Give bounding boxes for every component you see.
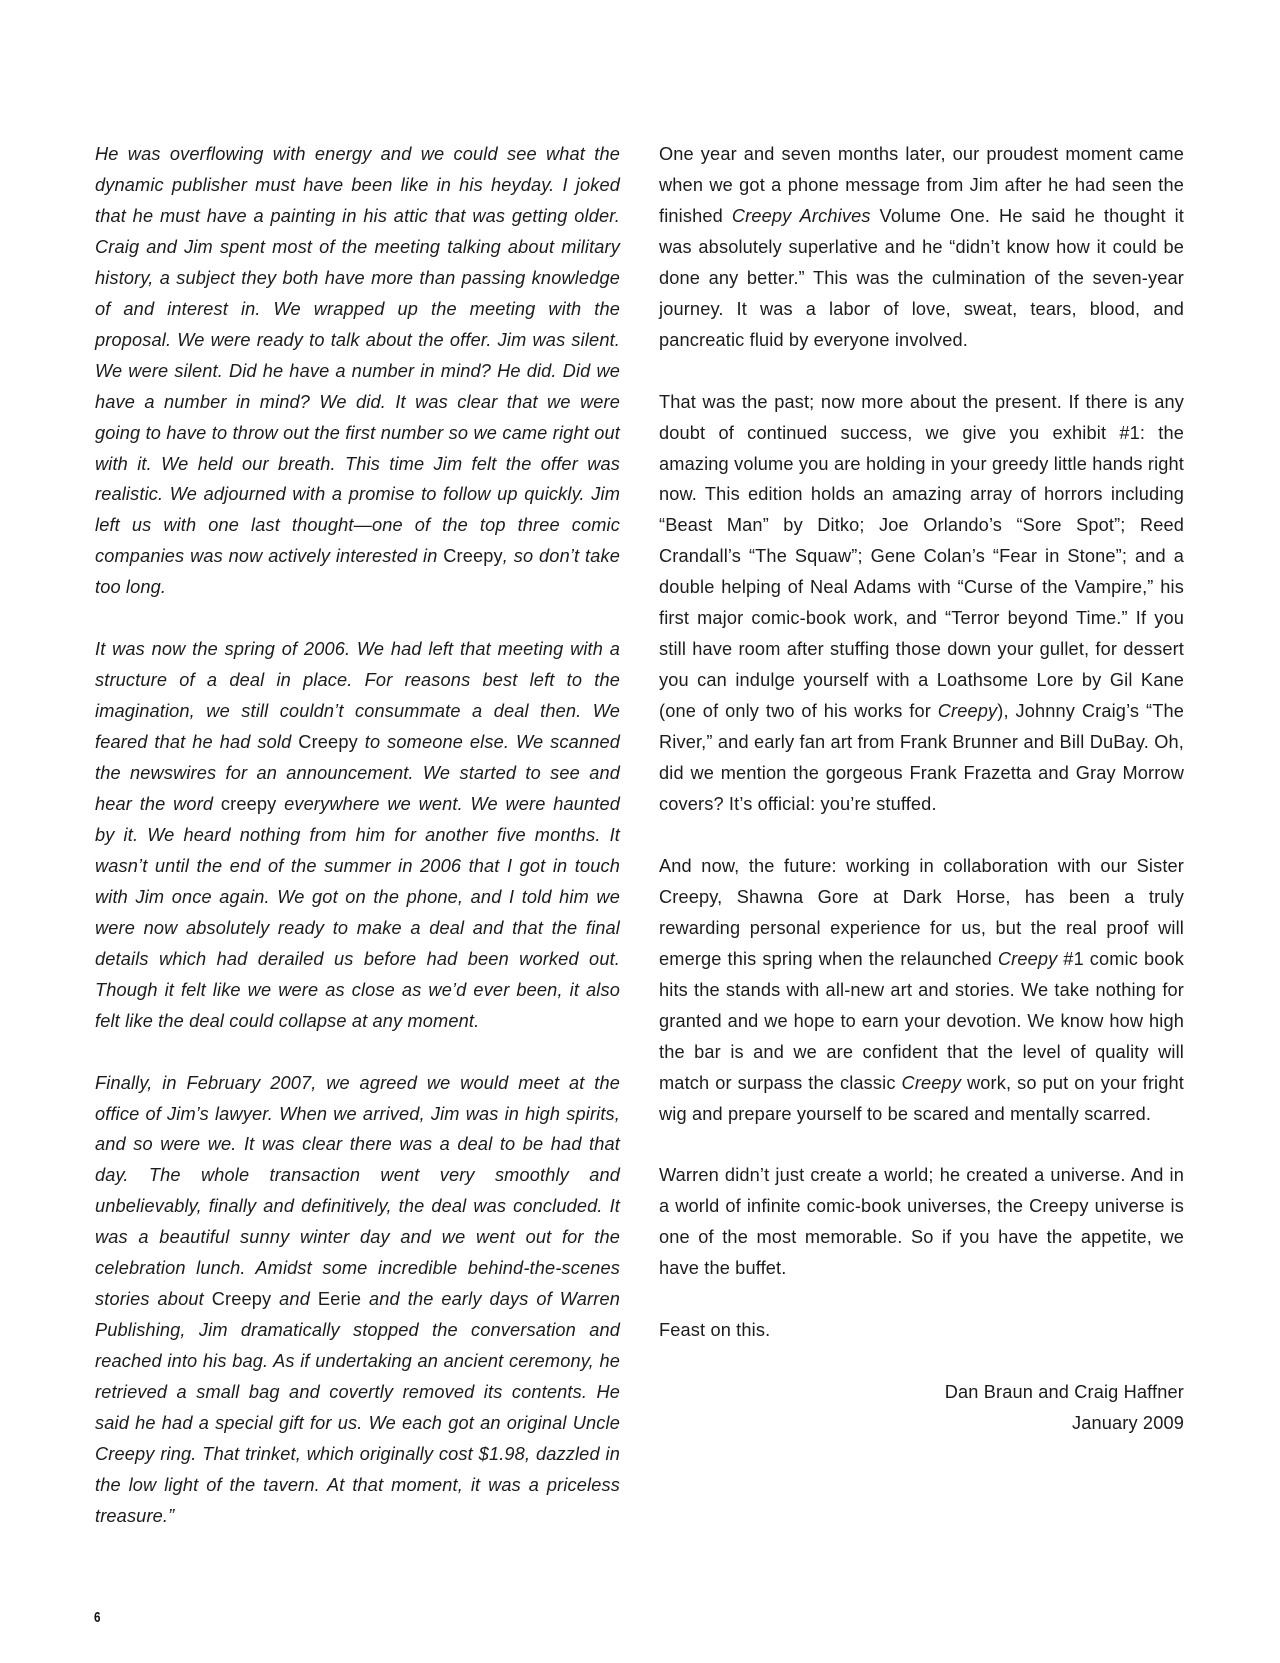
word-creepy: creepy: [220, 794, 277, 814]
text-run: and the early days of Warren Publishing, Jim dramatically stopped the conversation and reached into his bag. As if undertaking an ancient ceremony, he retrieved a small bag and covertly removed its contents. He said he had a special gift for us. We each got an original Uncle Creepy ring. That trinket, which originally cost $1.98, dazzled in the low light of the tavern. At that moment, it was a priceless treasure.”: [95, 1289, 620, 1526]
text-run: everywhere we went. We were haunted by it. We heard nothing from him for another five months. It wasn’t until the end of the summer in 2006 that I got in touch with Jim once again. We got on the phone, and I told him we were now absolutely ready to make a deal and that the final details which had derailed us before had been worked out. Though it felt like we were as close as we’d ever been, it also felt like the deal could collapse at any moment.: [95, 794, 620, 1031]
text-run: One year and seven months later, our proudest moment came when we got a phone message from Jim after he had seen the finished: [659, 144, 1184, 226]
text-run: , so don’t take too long.: [95, 546, 620, 598]
text-run: #1 comic book hits the stands with all-new art and stories. We take nothing for granted and we hope to earn your devotion. We know how high the bar is and we are confident that the level of quality will match or surpass the classic: [659, 948, 1184, 1093]
signature-authors: Dan Braun and Craig Haffner: [944, 1382, 1184, 1403]
text-run: to someone else. We scanned the newswires for an announcement. We started to see and hear the word: [95, 732, 620, 814]
paragraph-february-2007: [95, 1068, 620, 1532]
paragraph-feast: [659, 1315, 1184, 1346]
paragraph-universe: [659, 1160, 1184, 1284]
right-column: [659, 139, 1184, 1439]
title-creepy: Creepy: [443, 546, 503, 567]
title-creepy: Creepy: [901, 1072, 962, 1093]
title-creepy: Creepy: [211, 1289, 272, 1310]
text-run: Finally, in February 2007, we agreed we would meet at the office of Jim’s lawyer. When we arrived, Jim was in high spirits, and so were we. It was clear there was a deal to be had that day. The whole transaction went very smoothly and unbelievably, finally and definitively, the deal was concluded. It was a beautiful sunny winter day and we went out for the celebration lunch. Amidst some incredible behind-the-scenes stories about: [95, 1072, 620, 1310]
text-run: and: [271, 1289, 318, 1310]
title-creepy-archives: Creepy Archives: [731, 205, 871, 226]
paragraph-present: [659, 387, 1184, 820]
paragraph-future: [659, 851, 1184, 1130]
text-run: That was the past; now more about the present. If there is any doubt of continued success, we give you exhibit #1: the amazing volume you are holding in your greedy little hands right now. This edition holds an amazing array of horrors including “Beast Man” by Ditko; Joe Orlando’s “Sore Spot”; Reed Crandall’s “The Squaw”; Gene Colan’s “Fear in Stone”; and a double helping of Neal Adams with “Curse of the Vampire,” his first major comic-book work, and “Terror beyond Time.” If you still have room after stuffing those down your gullet, for dessert you can indulge yourself with a Loathsome Lore by Gil Kane (one of only two of his works for: [659, 391, 1184, 722]
text-run: And now, the future: working in collaboration with our Sister Creepy, Shawna Gore at Dark Horse, has been a truly rewarding personal experience for us, but the real proof will emerge this spring when the relaunched: [659, 855, 1184, 969]
paragraph-proudest-moment: [659, 139, 1184, 356]
left-column: [95, 139, 620, 1563]
text-run: Volume One. He said he thought it was absolutely superlative and he “didn’t know how it could be done any better.” This was the culmination of the seven-year journey. It was a labor of love, sweat, tears, blood, and pancreatic fluid by everyone involved.: [659, 205, 1185, 350]
signature-date: January 2009: [1071, 1413, 1184, 1433]
title-eerie: Eerie: [317, 1289, 362, 1310]
signature-block: [659, 1377, 1184, 1439]
title-creepy: Creepy: [937, 701, 998, 722]
page-number: 6: [94, 1609, 101, 1626]
text-run: He was overflowing with energy and we could see what the dynamic publisher must have been like in his heyday. I joked that he must have a painting in his attic that was getting older. Craig and Jim spent most of the meeting talking about military history, a subject they both have more than passing knowledge of and interest in. We wrapped up the meeting with the proposal. We were ready to talk about the offer. Jim was silent. We were silent. Did he have a number in mind? He did. Did we have a number in mind? We did. It was clear that we were going to have to throw out the first number so we came right out with it. We held our breath. This time Jim felt the offer was realistic. We adjourned with a promise to follow up quickly. Jim left us with one last thought—one of the top three comic companies was now actively interested in: [95, 144, 620, 567]
text-run: Feast on this.: [659, 1320, 771, 1341]
title-creepy: Creepy: [298, 732, 358, 753]
paragraph-spring-2006: [95, 634, 620, 1036]
title-creepy: Creepy: [997, 948, 1058, 969]
paragraph-meeting: [95, 139, 620, 603]
text-run: Warren didn’t just create a world; he created a universe. And in a world of infinite comic-book universes, the Creepy universe is one of the most memorable. So if you have the appetite, we have the buffet.: [659, 1165, 1184, 1279]
text-run: ), Johnny Craig’s “The River,” and early fan art from Frank Brunner and Bill DuBay. Oh, did we mention the gorgeous Frank Frazetta and Gray Morrow covers? It’s official: you’re stuffed.: [659, 701, 1184, 814]
text-run: It was now the spring of 2006. We had left that meeting with a structure of a deal in place. For reasons best left to the imagination, we still couldn’t consummate a deal then. We feared that he had sold: [95, 639, 620, 753]
text-run: work, so put on your fright wig and prepare yourself to be scared and mentally scarred.: [659, 1072, 1184, 1124]
